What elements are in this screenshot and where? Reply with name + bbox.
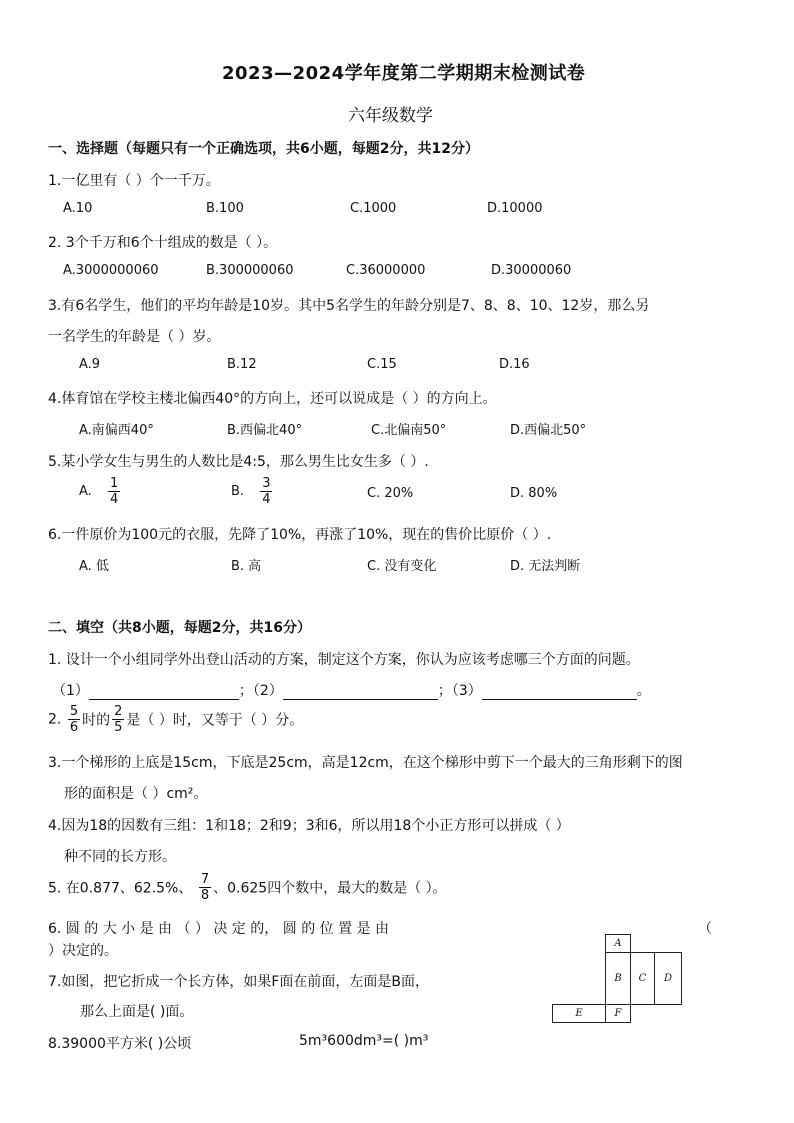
q2-6-paren: （ bbox=[698, 921, 712, 937]
q1-2-option-d: D.30000060 bbox=[491, 263, 572, 278]
q2-6-line1: 6. 圆 的 大 小 是 由 （ ） 决 定 的， 圆 的 位 置 是 由 bbox=[48, 921, 390, 937]
q1-6-option-b: B. 高 bbox=[231, 559, 262, 574]
q2-6-line2: ）决定的。 bbox=[48, 943, 118, 959]
answer-blank-3[interactable] bbox=[482, 685, 637, 700]
q2-2-prefix: 2. bbox=[48, 711, 62, 728]
q1-4-text: 4.体育馆在学校主楼北偏西40°的方向上，还可以说成是（ ）的方向上。 bbox=[48, 391, 497, 407]
fraction-numerator: 3 bbox=[262, 476, 271, 491]
q1-5-option-d: D. 80% bbox=[510, 486, 558, 501]
q2-2-fraction-1 bbox=[68, 704, 80, 735]
q1-5-option-a-label: A. bbox=[79, 484, 92, 499]
q2-2-text bbox=[48, 704, 303, 735]
fraction-numerator: 5 bbox=[69, 704, 79, 719]
q2-1-blanks bbox=[52, 680, 651, 700]
q1-5-option-a bbox=[79, 476, 122, 507]
q1-6-option-c: C. 没有变化 bbox=[367, 559, 437, 574]
q1-1-option-b: B.100 bbox=[206, 201, 244, 216]
q2-8-part1: 8.39000平方米( )公顷 bbox=[48, 1036, 192, 1052]
q1-5-option-b-label: B. bbox=[231, 484, 245, 499]
fraction-denominator: 6 bbox=[69, 720, 79, 735]
q2-2-rest: 是（ ）时，又等于（ ）分。 bbox=[126, 712, 304, 729]
net-face-d: D bbox=[654, 952, 682, 1005]
q2-2-fraction-2 bbox=[112, 704, 124, 735]
exam-title: 2023—2024学年度第二学期期末检测试卷 bbox=[222, 63, 586, 84]
q1-3-option-c: C.15 bbox=[367, 357, 397, 372]
q2-3-line1: 3.一个梯形的上底是15cm，下底是25cm，高是12cm，在这个梯形中剪下一个最大的三角形剩下的图 bbox=[48, 755, 683, 771]
q2-3-line2: 形的面积是（ ）cm²。 bbox=[64, 786, 208, 802]
q2-1-text: 1. 设计一个小组同学外出登山活动的方案，制定这个方案，你认为应该考虑哪三个方面的问题。 bbox=[48, 652, 640, 668]
q1-4-option-a: A.南偏西40° bbox=[79, 423, 154, 438]
q1-6-option-d: D. 无法判断 bbox=[510, 559, 581, 574]
fraction-denominator: 4 bbox=[262, 492, 271, 507]
q1-1-option-a: A.10 bbox=[63, 201, 93, 216]
q1-2-text: 2. 3个千万和6个十组成的数是（ ）。 bbox=[48, 235, 278, 251]
q2-5-prefix: 5. 在0.877、62.5%、 bbox=[48, 880, 193, 897]
blank-1-label: （1） bbox=[52, 683, 89, 699]
q1-3-line1: 3.有6名学生，他们的平均年龄是10岁。其中5名学生的年龄分别是7、8、8、10、12岁，那么另 bbox=[48, 298, 650, 314]
q1-2-option-a: A.3000000060 bbox=[63, 263, 159, 278]
net-face-b: B bbox=[605, 952, 631, 1005]
q1-1-text: 1.一亿里有（ ）个一千万。 bbox=[48, 173, 220, 189]
net-face-e: E bbox=[552, 1004, 606, 1023]
q1-5-text: 5.某小学女生与男生的人数比是4:5，那么男生比女生多（ ）. bbox=[48, 454, 429, 470]
fraction-denominator: 4 bbox=[109, 492, 119, 507]
q1-3-option-b: B.12 bbox=[227, 357, 257, 372]
q1-3-option-a: A.9 bbox=[79, 357, 101, 372]
q2-4-line1: 4.因为18的因数有三组：1和18；2和9；3和6，所以用18个小正方形可以拼成（ ） bbox=[48, 818, 570, 834]
fraction-numerator: 2 bbox=[114, 704, 123, 719]
answer-blank-1[interactable] bbox=[89, 685, 239, 700]
q1-2-option-c: C.36000000 bbox=[346, 263, 426, 278]
q2-5-text bbox=[48, 872, 447, 903]
q1-3-line2: 一名学生的年龄是（ ）岁。 bbox=[48, 329, 221, 345]
net-face-a: A bbox=[605, 934, 631, 953]
section2-heading: 二、填空（共8小题，每题2分，共16分） bbox=[48, 620, 311, 636]
q1-4-option-d: D.西偏北50° bbox=[510, 423, 587, 438]
net-face-f: F bbox=[605, 1004, 631, 1023]
q2-2-mid: 时的 bbox=[82, 712, 111, 729]
q1-4-option-b: B.西偏北40° bbox=[227, 423, 303, 438]
q2-8-part2: 5m³600dm³=( )m³ bbox=[299, 1033, 429, 1049]
q2-4-line2: 种不同的长方形。 bbox=[64, 849, 176, 865]
q2-5-fraction bbox=[199, 872, 211, 903]
answer-blank-2[interactable] bbox=[283, 685, 438, 700]
q1-2-option-b: B.300000060 bbox=[206, 263, 294, 278]
section1-heading: 一、选择题（每题只有一个正确选项，共6小题，每题2分，共12分） bbox=[48, 141, 479, 157]
q1-6-text: 6.一件原价为100元的衣服，先降了10%，再涨了10%，现在的售价比原价（ ）. bbox=[48, 527, 552, 543]
q2-5-rest: 、0.625四个数中，最大的数是（ ）。 bbox=[213, 880, 447, 897]
q1-6-option-a: A. 低 bbox=[79, 559, 109, 574]
exam-subtitle: 六年级数学 bbox=[348, 106, 433, 126]
q1-5-option-b bbox=[231, 476, 274, 507]
cuboid-net-figure bbox=[552, 934, 684, 1024]
fraction-numerator: 1 bbox=[109, 476, 119, 491]
fraction-numerator: 7 bbox=[200, 872, 210, 887]
q1-3-option-d: D.16 bbox=[499, 357, 530, 372]
q1-5-option-c: C. 20% bbox=[367, 486, 414, 501]
blank-end: 。 bbox=[636, 683, 651, 699]
q1-4-option-c: C.北偏南50° bbox=[371, 423, 447, 438]
q1-1-option-d: D.10000 bbox=[487, 201, 543, 216]
q1-5-option-b-fraction bbox=[260, 476, 272, 507]
q2-7-line2: 那么上面是( )面。 bbox=[80, 1004, 194, 1020]
q1-5-option-a-fraction bbox=[108, 476, 120, 507]
fraction-denominator: 8 bbox=[200, 888, 210, 903]
net-face-c: C bbox=[630, 952, 655, 1005]
q1-1-option-c: C.1000 bbox=[350, 201, 397, 216]
fraction-denominator: 5 bbox=[114, 720, 123, 735]
blank-3-label: ；（3） bbox=[437, 683, 482, 699]
q2-7-line1: 7.如图，把它折成一个长方体，如果F面在前面，左面是B面， bbox=[48, 974, 430, 990]
blank-2-label: ；（2） bbox=[238, 683, 283, 699]
